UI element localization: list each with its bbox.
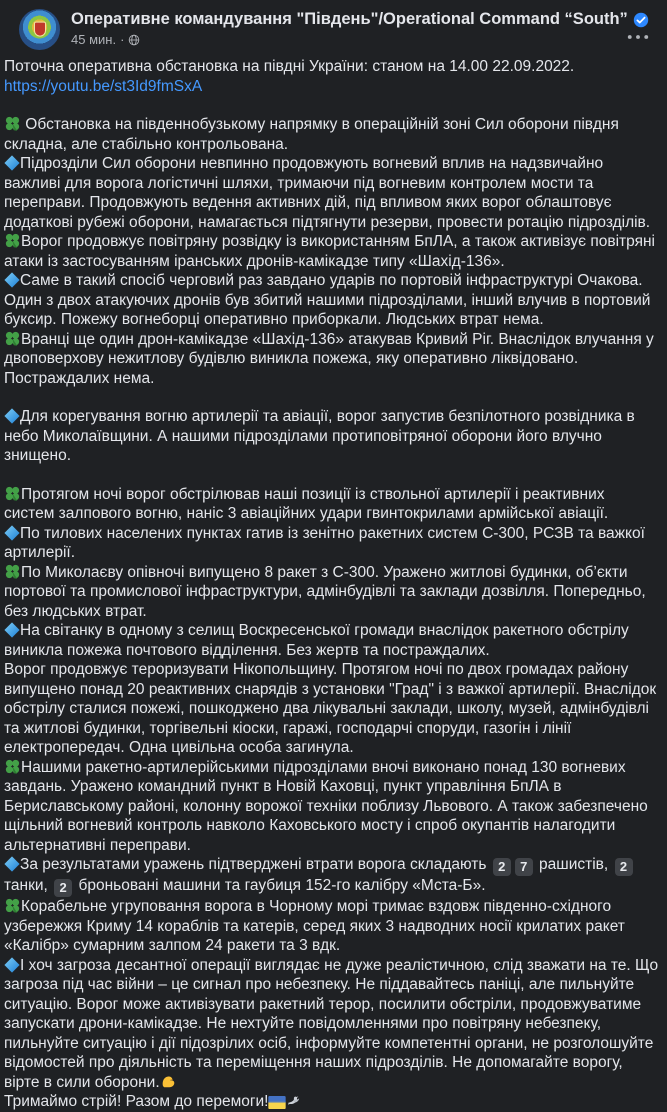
post-paragraph: Тримаймо стрій! Разом до перемоги!	[4, 1092, 659, 1112]
post-paragraph: На світанку в одному з селищ Воскресенської громади внаслідок ракетного обстрілу виникла пожежа почтового відділення. Без жертв та постраждалих.	[4, 622, 629, 659]
post-paragraph: Вранці ще один дрон-камікадзе «Шахід-136» атакував Кривий Ріг. Внаслідок влучання у двоповерхову нежитлову будівлю виникла пожежа, яку оперативно ліквідовано. Постраждалих нема.	[4, 330, 654, 387]
meta-separator: ·	[120, 32, 125, 47]
keycap-digit: 7	[515, 858, 533, 876]
post-paragraph: Саме в такий спосіб черговий раз завдано ударів по портовій інфраструктурі Очакова. Один з двох атакуючих дронів був збитий нашими підрозділами, інший влучив в портовий буксир. Пожежу вогнеборці оперативно приборкали. Людських втрат нема.	[4, 272, 651, 328]
post-paragraph: По Миколаєву опівночі випущено 8 ракет з С-300. Уражено житлові будинки, об’єкти портової та промислової інфраструктури, адмінбудівлі та заклади дозвілля. Попередньо, без людських втрат.	[4, 563, 646, 620]
post-paragraph: Нашими ракетно-артилерійськими підрозділами вночі виконано понад 130 вогневих завдань. Уражено командний пункт в Новій Каховці, пункт управління БпЛА в Бериславському районі, колонну ворожої техніки поблизу Львового. А також забезпечено щільний вогневий контроль навколо Каховського мосту і спроб окупантів налагодити альтернативні переправи.	[4, 758, 648, 854]
flag-ukraine-icon	[268, 1096, 286, 1109]
unit-emblem-icon	[34, 21, 46, 36]
clover-icon	[4, 330, 21, 347]
post-paragraph: За результатами уражень підтверджені втрати ворога складають 2 7 рашистів, 2 танки, 2 броньовані машини та гаубиця 152-го калібру «Мста-Б».	[4, 855, 659, 897]
diamond-icon	[4, 856, 20, 872]
post-paragraph: Обстановка на південнобузькому напрямку в операційній зоні Сил оборони півдня складна, але стабільно контрольована.	[4, 116, 619, 153]
diamond-icon	[4, 622, 20, 638]
keycap-digit: 2	[615, 858, 633, 876]
clover-icon	[4, 485, 21, 502]
page-name-link[interactable]: Оперативне командування "Південь"/Operational Command “South”	[71, 10, 628, 28]
clover-icon	[4, 232, 21, 249]
post-body	[0, 54, 667, 1112]
globe-icon	[128, 34, 140, 46]
diamond-icon	[4, 155, 20, 171]
post-video-link[interactable]: https://youtu.be/st3Id9fmSxA	[4, 77, 203, 95]
post-paragraph: Для корегування вогню артилерії та авіації, ворог запустив безпілотного розвідника в небо Миколаївщини. А нашими підрозділами протиповітряної оборони його влучно знищено.	[4, 408, 635, 464]
post-paragraph: Корабельне угруповання ворога в Чорному морі тримає вздовж південно-східного узбережжя Криму 14 кораблів та катерів, серед яких 3 надводних носії крилатих ракет «Калібр» сумарним залпом 24 ракети та 3 вдк.	[4, 898, 625, 954]
post-paragraph: І хоч загроза десантної операції виглядає не дуже реалістичною, слід зважати на те. Що загроза під час війни – це сигнал про небезпеку. Не піддавайтесь паніці, але пильнуйте ситуацію. Ворог може активізувати ракетний терор, посилити обстріли, продовжуватиме запускати дрони-камікадзе. Не нехтуйте повідомленнями про повітряну небезпеку, пильнуйте ситуацію і дії підозрілих осіб, інформуйте компетентні органи, не розголошуйте відомостей про діяльність та переміщення наших підрозділів. Не допомагайте ворогу, вірте в сили оборони.	[4, 956, 659, 1091]
diamond-icon	[4, 272, 20, 288]
post-paragraph: По тилових населених пунктах гатив із зенітно ракетних систем С-300, РСЗВ та важкої артилерії.	[4, 524, 645, 561]
diamond-icon	[4, 408, 20, 424]
clover-icon	[4, 758, 21, 775]
diamond-icon	[4, 525, 20, 541]
dove-icon	[286, 1092, 303, 1109]
post-header	[0, 0, 667, 54]
clover-icon	[4, 897, 21, 914]
post-intro-text: Поточна оперативна обстановка на півдні України: станом на 14.00 22.09.2022.	[4, 58, 575, 75]
post-paragraph: Підрозділи Сил оборони невпинно продовжують вогневий вплив на надзвичайно важливі для ворога логістичні шляхи, тримаючи під вогневим контролем мости та переправи. Продовжують ведення активних дій, під впливом яких ворог облаштовує додаткові рубежі оборони, намагається підтягнути резерви, провести ротацію підрозділів.	[4, 155, 651, 231]
clover-icon	[4, 563, 21, 580]
timestamp-link[interactable]: 45 мин.	[71, 32, 117, 47]
header-text	[71, 9, 651, 48]
post-paragraph: Ворог продовжує тероризувати Нікопольщину. Протягом ночі по двох громадах району випущено понад 20 реактивних снарядів з установки "Град" і з важкої артилерії. Внаслідок обстрілу сталися пожежі, пошкоджено два лікувальні заклади, школу, музей, адмінбудівлі та житлові будинки, торгівельні кіоски, гаражі, господарчі споруди, газогін і лінії електропередач. Одна цивільна особа загинула.	[4, 661, 657, 756]
clover-icon	[4, 115, 21, 132]
keycap-digit: 2	[54, 879, 72, 897]
post-paragraph: Ворог продовжує повітряну розвідку із використанням БпЛА, а також активізує повітряні атаки із застосуванням іранських дронів-камікадзе типу «Шахід-136».	[4, 233, 655, 270]
post-paragraph: Протягом ночі ворог обстрілював наші позиції із ствольної артилерії і реактивних систем залпового вогню, наніс 3 авіаційних удари гвинтокрилами армійської авіації.	[4, 485, 609, 522]
keycap-digit: 2	[493, 858, 511, 876]
page-avatar[interactable]	[19, 9, 60, 50]
diamond-icon	[4, 957, 20, 973]
more-options-button[interactable]	[623, 23, 653, 49]
flexed-biceps-icon	[160, 1073, 177, 1090]
